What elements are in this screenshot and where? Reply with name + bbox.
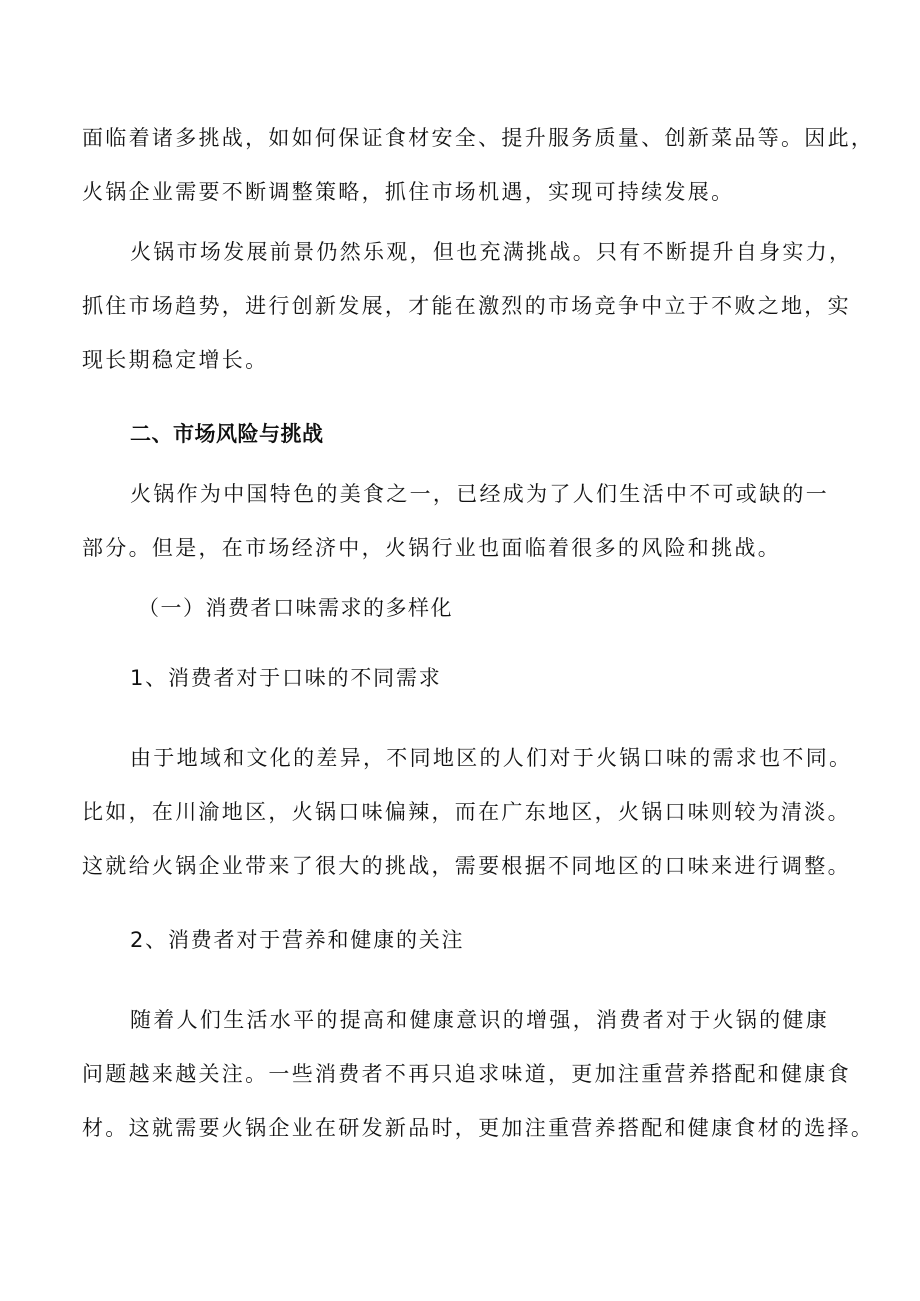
paragraph-line: 现长期稳定增长。 (82, 348, 269, 372)
section-heading: 二、市场风险与挑战 (130, 422, 324, 446)
paragraph-line: 部分。但是，在市场经济中，火锅行业也面临着很多的风险和挑战。 (82, 536, 781, 560)
paragraph-line: 这就给火锅企业带来了很大的挑战，需要根据不同地区的口味来进行调整。 (82, 854, 851, 878)
paragraph-line: 火锅作为中国特色的美食之一，已经成为了人们生活中不可或缺的一 (130, 482, 829, 506)
paragraph-line: 问题越来越关注。一些消费者不再只追求味道，更加注重营养搭配和健康食 (82, 1062, 851, 1086)
paragraph-line: 由于地域和文化的差异，不同地区的人们对于火锅口味的需求也不同。 (130, 746, 853, 770)
paragraph-line: 比如，在川渝地区，火锅口味偏辣，而在广东地区，火锅口味则较为清淡。 (82, 800, 851, 824)
item-title: 1、消费者对于口味的不同需求 (130, 666, 442, 690)
paragraph-line: 材。这就需要火锅企业在研发新品时，更加注重营养搭配和健康食材的选择。 (82, 1116, 875, 1140)
paragraph-line: 火锅企业需要不断调整策略，抓住市场机遇，实现可持续发展。 (82, 180, 735, 204)
item-title: 2、消费者对于营养和健康的关注 (130, 928, 465, 952)
paragraph-line: 面临着诸多挑战，如如何保证食材安全、提升服务质量、创新菜品等。因此， (82, 126, 875, 150)
subsection-heading: （一）消费者口味需求的多样化 (138, 596, 453, 620)
paragraph-line: 火锅市场发展前景仍然乐观，但也充满挑战。只有不断提升自身实力， (130, 240, 853, 264)
paragraph-line: 抓住市场趋势，进行创新发展，才能在激烈的市场竞争中立于不败之地，实 (82, 294, 851, 318)
paragraph-line: 随着人们生活水平的提高和健康意识的增强，消费者对于火锅的健康 (130, 1008, 829, 1032)
